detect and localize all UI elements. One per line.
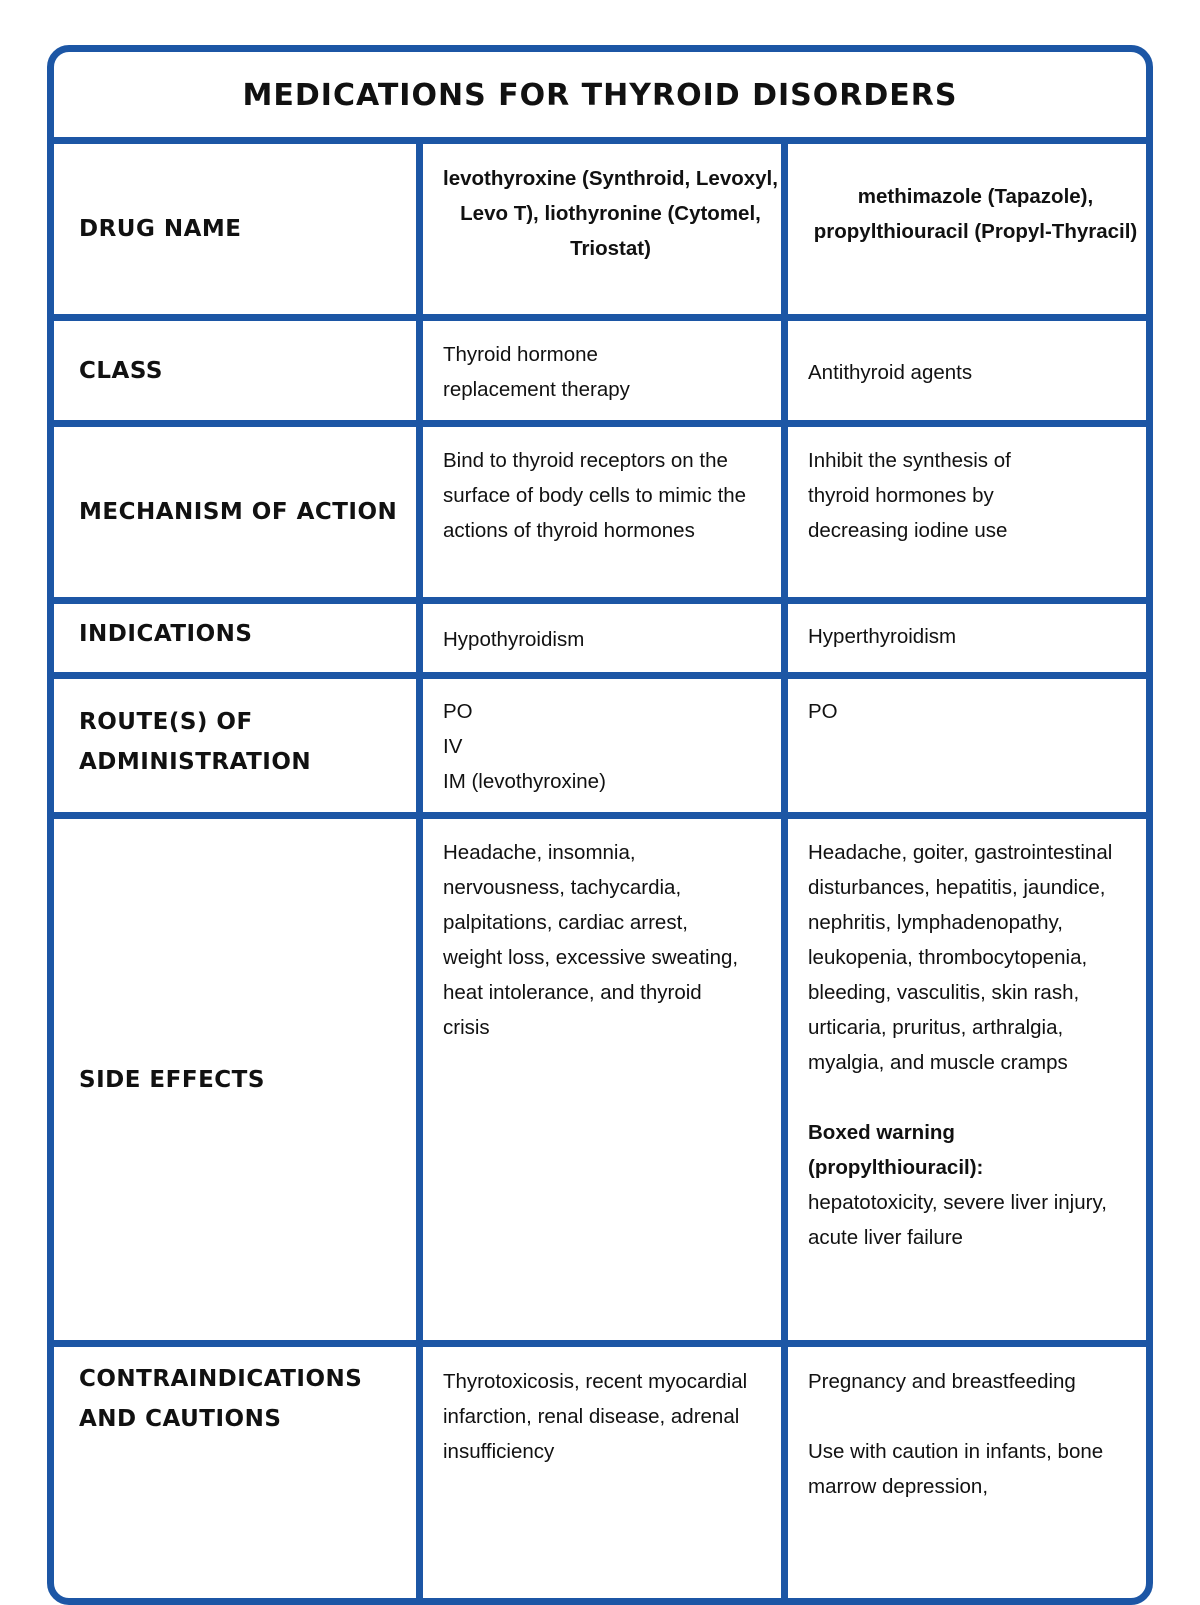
routes-antithyroid (808, 694, 1143, 729)
indications-thyroid-hormones: Hypothyroidism (443, 628, 585, 651)
route-item: PO (443, 700, 473, 723)
table-title: MEDICATIONS FOR THYROID DISORDERS (242, 78, 958, 113)
row-divider (54, 314, 1146, 321)
drug-name-thyroid-hormones: levothyroxine (Synthroid, Levoxyl, Levo T), liothyronine (Cytomel, Triostat) (443, 167, 778, 260)
routes-thyroid-hormones (443, 694, 778, 799)
row-label-class: CLASS (79, 357, 163, 384)
row-divider (54, 137, 1146, 144)
mechanism-antithyroid: Inhibit the synthesis of thyroid hormones by decreasing iodine use (808, 449, 1011, 542)
row-divider (54, 812, 1146, 819)
row-label-indications: INDICATIONS (79, 621, 253, 647)
row-label-routes: ROUTE(S) OF ADMINISTRATION (79, 709, 312, 775)
contraindications-antithyroid (808, 1364, 1128, 1504)
side-effects-antithyroid (808, 835, 1128, 1255)
drug-name-antithyroid: methimazole (Tapazole), propylthiouracil (Propyl-Thyracil) (813, 185, 1138, 243)
row-divider (54, 1340, 1146, 1347)
row-label-contraindications: CONTRAINDICATIONS AND CAUTIONS (79, 1366, 363, 1432)
indications-antithyroid: Hyperthyroidism (808, 625, 957, 648)
contraindication-caution: Use with caution in infants, bone marrow depression, (808, 1440, 1104, 1498)
column-divider (416, 137, 423, 1605)
route-item: IM (levothyroxine) (443, 770, 606, 793)
side-effects-list: Headache, goiter, gastrointestinal disturbances, hepatitis, jaundice, nephritis, lymphadenopathy, leukopenia, thrombocytopenia, bleeding, vasculitis, skin rash, urticaria, pruritus, arthralgia, myalgia, and muscle cramps (808, 841, 1113, 1074)
row-divider (54, 597, 1146, 604)
contraindication-pregnancy: Pregnancy and breastfeeding (808, 1370, 1076, 1393)
column-divider (781, 137, 788, 1605)
boxed-warning-text: hepatotoxicity, severe liver injury, acute liver failure (808, 1191, 1107, 1249)
row-label-mechanism: MECHANISM OF ACTION (79, 499, 398, 525)
row-divider (54, 420, 1146, 427)
class-antithyroid: Antithyroid agents (808, 361, 973, 384)
boxed-warning-label: Boxed warning (propylthiouracil): (808, 1121, 984, 1179)
route-item: IV (443, 735, 463, 758)
row-divider (54, 672, 1146, 679)
class-thyroid-hormones: Thyroid hormone replacement therapy (443, 343, 630, 401)
contraindications-thyroid-hormones: Thyrotoxicosis, recent myocardial infarction, renal disease, adrenal insufficiency (443, 1370, 748, 1463)
route-item: PO (808, 700, 838, 723)
side-effects-thyroid-hormones: Headache, insomnia, nervousness, tachycardia, palpitations, cardiac arrest, weight loss, excessive sweating, heat intolerance, and thyroid crisis (443, 841, 739, 1039)
medication-table (47, 45, 1153, 1605)
row-label-drug-name: DRUG NAME (79, 216, 242, 242)
row-label-side-effects: SIDE EFFECTS (79, 1066, 265, 1093)
mechanism-thyroid-hormones: Bind to thyroid receptors on the surface of body cells to mimic the actions of thyroid hormones (443, 449, 747, 542)
